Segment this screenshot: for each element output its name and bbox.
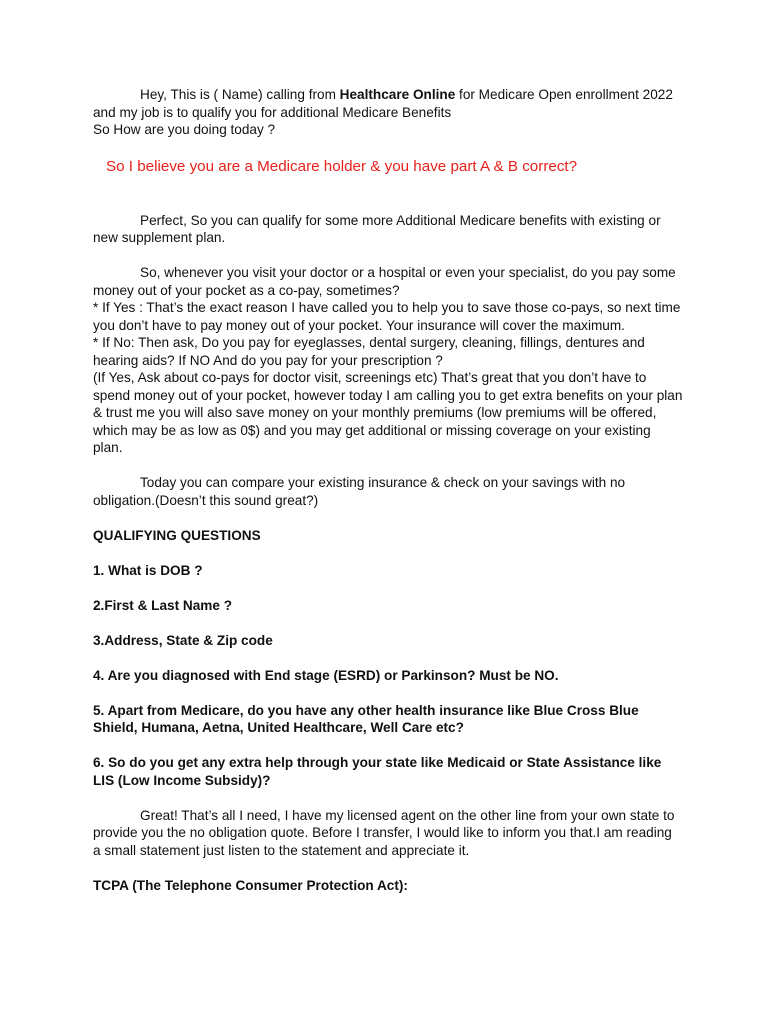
question-name: 2.First & Last Name ? bbox=[93, 597, 232, 613]
if-yes-response: * If Yes : That’s the exact reason I have called you to help you to save those co-pays, so next time you don’t have to pay money out of your pocket. Your insurance will cover the maximum. bbox=[93, 300, 681, 333]
confirm-question: So I believe you are a Medicare holder & you have part A & B correct? bbox=[106, 157, 578, 175]
qualifying-heading: QUALIFYING QUESTIONS bbox=[93, 527, 261, 543]
tcpa-heading: TCPA (The Telephone Consumer Protection Act): bbox=[93, 877, 408, 893]
intro-suffix: for Medicare Open enrollment 2022 and my job is to qualify you for additional Medicare Benefits bbox=[93, 87, 673, 120]
question-other-insurance: 5. Apart from Medicare, do you have any other health insurance like Blue Cross Blue Shield, Humana, Aetna, United Healthcare, Well Care etc? bbox=[93, 702, 639, 735]
question-diagnosis: 4. Are you diagnosed with End stage (ESRD) or Parkinson? Must be NO. bbox=[93, 667, 559, 683]
document-page bbox=[93, 86, 683, 894]
if-no-response: * If No: Then ask, Do you pay for eyeglasses, dental surgery, cleaning, fillings, dentures and hearing aids? If NO And do you pay for your prescription ? bbox=[93, 335, 645, 368]
closing-paragraph: Great! That’s all I need, I have my licensed agent on the other line from your own state to provide you the no obligation quote. Before I transfer, I would like to inform you that.I am reading a small statement just listen to the statement and appreciate it. bbox=[93, 807, 675, 858]
question-dob: 1. What is DOB ? bbox=[93, 562, 203, 578]
perfect-paragraph: Perfect, So you can qualify for some more Additional Medicare benefits with existing or new supplement plan. bbox=[93, 212, 661, 245]
question-extra-help: 6. So do you get any extra help through your state like Medicaid or State Assistance like LIS (Low Income Subsidy)? bbox=[93, 755, 662, 788]
if-yes-ask-response: (If Yes, Ask about co-pays for doctor visit, screenings etc) That’s great that you don’t have to spend money out of your pocket, however today I am calling you to get extra benefits on your plan & trust me you will also save money on your monthly premiums (low premiums will be offered, which may be as low as 0$) and you may get additional or missing coverage on your existing plan. bbox=[93, 370, 683, 455]
intro-paragraph bbox=[93, 86, 683, 121]
copay-question: So, whenever you visit your doctor or a hospital or even your specialist, do you pay some money out of your pocket as a co-pay, sometimes? bbox=[93, 265, 676, 298]
greeting-line: So How are you doing today ? bbox=[93, 122, 276, 137]
question-address: 3.Address, State & Zip code bbox=[93, 632, 273, 648]
intro-prefix: Hey, This is ( Name) calling from bbox=[140, 87, 340, 102]
compare-paragraph: Today you can compare your existing insurance & check on your savings with no obligation.(Doesn’t this sound great?) bbox=[93, 475, 626, 508]
company-name: Healthcare Online bbox=[339, 87, 456, 102]
